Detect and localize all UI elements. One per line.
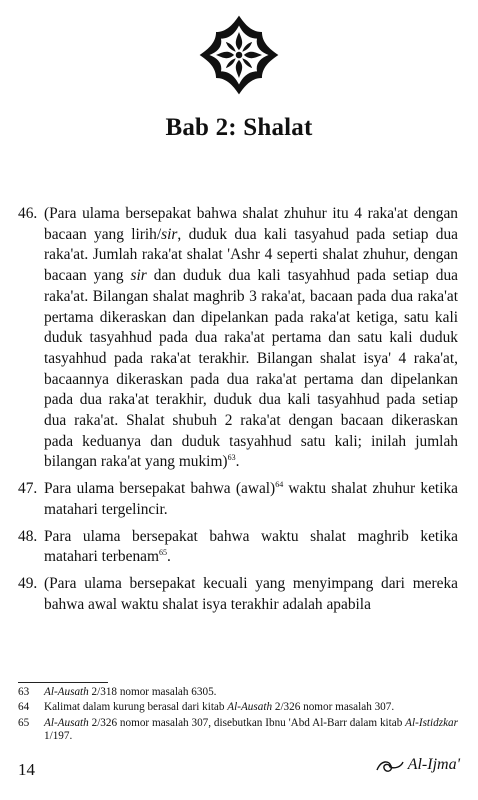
footnote-number: 64 [18,701,30,714]
footnote-63 [18,686,458,699]
footnote-number: 63 [18,686,30,698]
text-run: (Para ulama bersepakat kecuali yang menyimpang dari mereka bahwa awal waktu shalat isya terakhir adalah apabila [44,574,458,613]
floral-ornament-icon [198,14,280,96]
paragraph-49 [18,574,458,615]
chapter-title: Bab 2: Shalat [165,114,313,141]
footnote-text [44,717,458,744]
italic-term: Al-Ausath [44,716,89,729]
footnote-text [44,686,458,699]
paragraph-number: 49. [18,574,38,592]
paragraph-number: 47. [18,480,38,498]
paragraph-48 [18,527,458,568]
paragraph-number: 48. [18,527,38,545]
text-run: . [235,453,240,471]
text-run: . [166,548,171,566]
paragraph-text [44,574,458,615]
paragraph-number: 46. [18,205,38,222]
italic-term: Al-Ausath [227,701,273,714]
footnote-65 [18,717,458,744]
paragraph-text [44,479,458,520]
body-text [18,204,458,621]
text-run: dan duduk dua kali tasyahhud pada setiap dua raka'at. Bilangan shalat maghrib 3 raka'at, bacaan pada dua raka'at pertama dikeraskan dan dipelankan pada raka'at ketiga, satu kali duduk tasyahhud pada dua raka'at pertama dan satu kali duduk tasyahhud pada raka'at terakhir. Bilangan shalat isya' 4 raka'at, bacaannya dikeraskan pada dua raka'at pertama dan dipelankan pada dua raka'at terakhir, duduk dua kali tasyahhud pada setiap dua raka'at. Shalat shubuh 2 raka'at dengan bacaan dikeraskan pada keduanya dan duduk tasyahhud satu kali; inilah jumlah bilangan raka'at yang mukim) [44,267,459,471]
running-title-text: Al-Ijma' [407,756,460,773]
text-run: 2/318 nomor masalah 6305. [88,686,217,698]
italic-term: Al-Ausath [44,686,89,698]
footnote-text [44,701,458,714]
running-title [375,756,460,774]
text-run: 1/197. [44,729,73,742]
paragraph-text [44,527,458,568]
text-run: (Para ulama bersepakat bahwa shalat zhuhur itu 4 raka'at dengan bacaan yang lirih/ [44,205,458,243]
footnotes [18,686,458,745]
paragraph-47 [18,479,458,520]
text-run: waktu shalat zhuhur ketika matahari tergelincir. [44,480,458,518]
italic-term: Al-Istidzkar [405,716,458,729]
italic-term: sir [130,267,147,285]
paragraph-46 [18,204,458,473]
text-run: Para ulama bersepakat bahwa (awal) [44,480,276,498]
text-run: , duduk dua kali tasyahud pada setiap dua raka'at. Jumlah raka'at shalat 'Ashr 4 seperti shalat zhuhur, dengan bacaan yang [44,225,458,285]
paragraph-text [44,204,458,473]
footnote-number: 65 [18,716,30,729]
footnote-ref-65[interactable]: 65 [158,548,167,558]
text-run: 2/326 nomor masalah 307, disebutkan Ibnu 'Abd Al-Barr dalam kitab [88,716,406,729]
footnote-ref-63[interactable]: 63 [227,453,236,463]
text-run: Kalimat dalam kurung berasal dari kitab [44,701,228,714]
text-run: Para ulama bersepakat bahwa waktu shalat maghrib ketika matahari terbenam [44,527,458,566]
italic-term: sir [161,225,178,243]
page-number: 14 [18,760,35,779]
footnote-divider [18,682,108,683]
swirl-ornament-icon [375,756,405,774]
footnote-64 [18,701,458,714]
footnote-ref-64[interactable]: 64 [275,480,284,490]
text-run: 2/326 nomor masalah 307. [272,701,395,714]
